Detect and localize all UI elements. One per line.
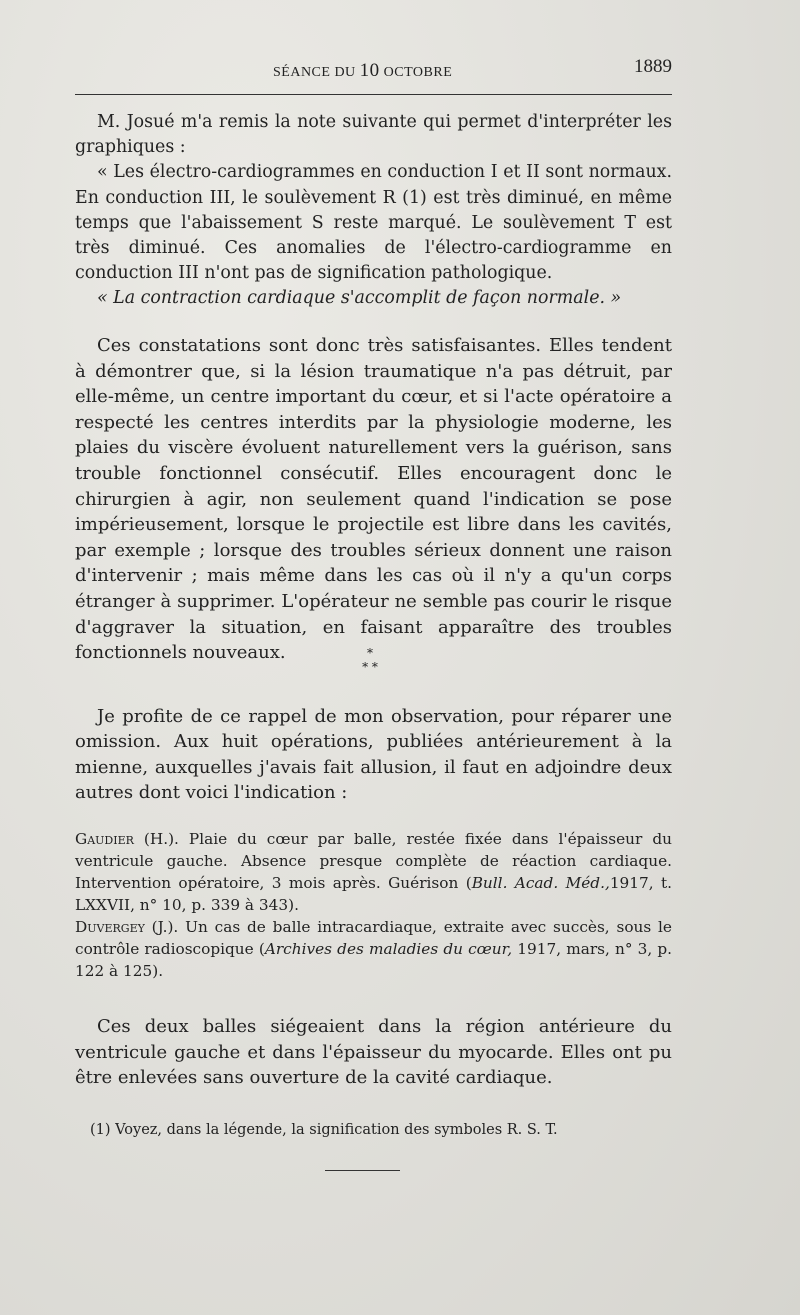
omission-paragraph	[75, 704, 672, 805]
footnote: (1) Voyez, dans la légende, la signification des symboles R. S. T.	[90, 1122, 558, 1138]
header-rule	[75, 94, 672, 95]
footer-rule	[325, 1170, 400, 1171]
omission-text: Je profite de ce rappel de mon observation, pour réparer une omission. Aux huit opérations, publiées antérieurement à la mienne, auxquelles j'avais fait allusion, il faut en adjoindre deux autres dont voici l'indication :	[75, 706, 672, 803]
closing-paragraph	[75, 1014, 672, 1091]
reference-tail: 1917, mars, n° 3, p. 122 à 125).	[75, 940, 672, 980]
note-intro: M. Josué m'a remis la note suivante qui permet d'interpréter les graphiques :	[75, 112, 672, 158]
separator-top-star: *	[367, 646, 373, 660]
separator-bottom-stars: * *	[362, 660, 378, 674]
running-title-day: 10	[359, 60, 380, 81]
page-number: 1889	[634, 56, 672, 77]
note-quote: « Les électro-cardiogrammes en conduction I et II sont normaux. En conduction III, le soulèvement R (1) est très diminué, en même temps que l'abaissement S reste marqué. Le soulèvement T est très diminué. Ces anomalies de l'électro-cardiogramme en conduction III n'ont pas de signification pathologique.	[75, 162, 672, 284]
running-title-text: SÉANCE DU	[273, 65, 356, 80]
references-list	[75, 828, 672, 982]
josue-note	[75, 110, 672, 312]
reference-duvergey	[75, 916, 672, 982]
reference-text: Plaie du cœur par balle, restée fixée dans l'épaisseur du ventricule gauche. Absence presque complète de réaction cardiaque. Intervention opératoire, 3 mois après. Guérison (	[75, 830, 672, 892]
reference-source: Bull. Acad. Méd.,	[471, 874, 610, 892]
reference-tail: 1917, t. LXXVII, n° 10, p. 339 à 343).	[75, 874, 672, 914]
note-conclusion: « La contraction cardiaque s'accomplit de façon normale. »	[97, 288, 622, 309]
reference-gaudier	[75, 828, 672, 916]
reference-text: Un cas de balle intracardiaque, extraite avec succès, sous le contrôle radioscopique (	[75, 918, 672, 958]
reference-author: Duvergey (J.).	[75, 918, 179, 936]
discussion-text: Ces constatations sont donc très satisfaisantes. Elles tendent à démontrer que, si la lésion traumatique n'a pas détruit, par elle-même, un centre important du cœur, et si l'acte opératoire a respecté les centres interdits par la physiologie moderne, les plaies du viscère évoluent naturellement vers la guérison, sans trouble fonctionnel consécutif. Elles encouragent donc le chirurgien à agir, non seulement quand l'indication se pose impérieusement, lorsque le projectile est libre dans les cavités, par exemple ; lorsque des troubles sérieux donnent une raison d'intervenir ; mais même dans les cas où il n'y a qu'un corps étranger à supprimer. L'opérateur ne semble pas courir le risque d'aggraver la situation, en faisant apparaître des troubles fonctionnels nouveaux.	[75, 335, 672, 664]
reference-source: Archives des maladies du cœur,	[264, 940, 513, 958]
running-title-month: OCTOBRE	[383, 65, 453, 80]
closing-text: Ces deux balles siégeaient dans la région antérieure du ventricule gauche et dans l'épaisseur du myocarde. Elles ont pu être enlevées sans ouverture de la cavité cardiaque.	[75, 1016, 672, 1088]
section-separator	[340, 646, 400, 686]
discussion-paragraph	[75, 333, 672, 666]
reference-author: Gaudier (H.).	[75, 830, 179, 848]
running-header	[75, 52, 672, 80]
running-title	[273, 60, 452, 82]
